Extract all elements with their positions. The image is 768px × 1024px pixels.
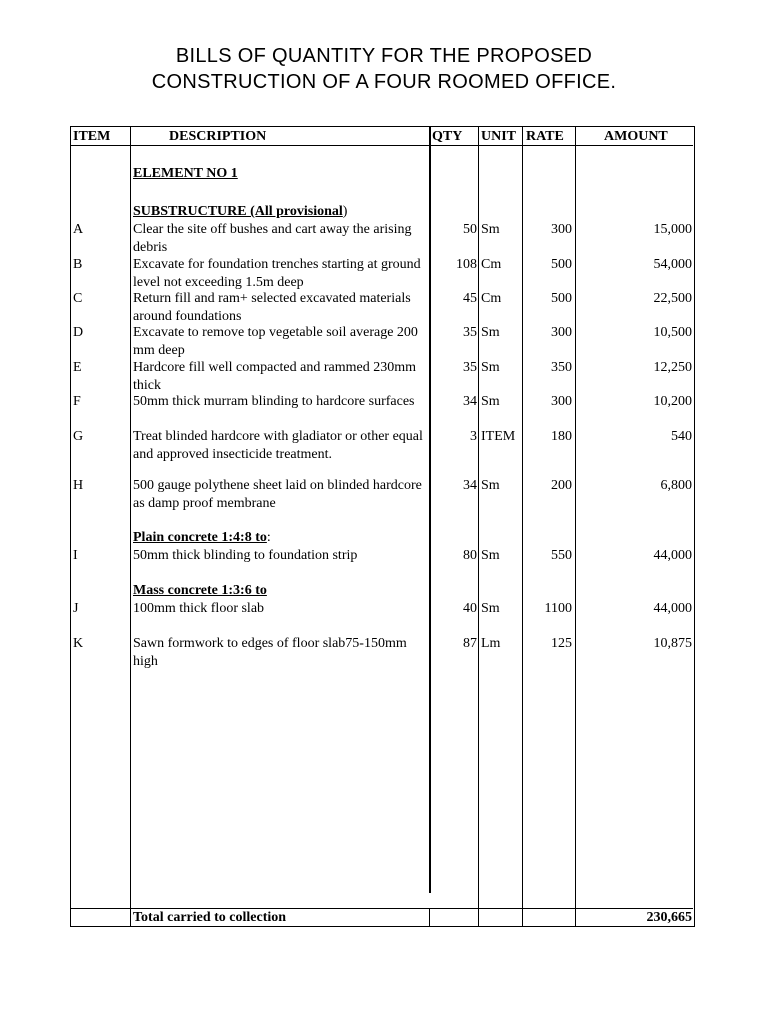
row-k-unit: Lm bbox=[481, 636, 501, 651]
row-k-qty: 87 bbox=[463, 636, 477, 651]
row-e-item: E bbox=[73, 360, 82, 375]
row-j-item: J bbox=[73, 601, 79, 616]
row-f-amount: 10,200 bbox=[653, 394, 692, 409]
row-j-rate: 1100 bbox=[544, 601, 572, 616]
row-k-amount: 10,875 bbox=[653, 636, 692, 651]
row-e-qty: 35 bbox=[463, 360, 477, 375]
row-d-unit: Sm bbox=[481, 325, 500, 340]
row-b-description: Excavate for foundation trenches starting at ground level not exceeding 1.5m deep bbox=[133, 257, 421, 290]
row-b-qty: 108 bbox=[456, 257, 477, 272]
row-h-qty: 34 bbox=[463, 478, 477, 493]
header-description: DESCRIPTION bbox=[169, 129, 267, 144]
row-f-unit: Sm bbox=[481, 394, 500, 409]
row-g-description: Treat blinded hardcore with gladiator or other equal and approved insecticide treatment. bbox=[133, 429, 423, 462]
row-f-qty: 34 bbox=[463, 394, 477, 409]
row-f-item: F bbox=[73, 394, 81, 409]
substructure-heading-paren: ) bbox=[342, 204, 348, 219]
row-f-description: 50mm thick murram blinding to hardcore surfaces bbox=[133, 394, 415, 409]
element-heading: ELEMENT NO 1 bbox=[133, 166, 238, 181]
row-e-amount: 12,250 bbox=[653, 360, 692, 375]
row-h-item: H bbox=[73, 478, 84, 493]
row-d-qty: 35 bbox=[463, 325, 477, 340]
row-c-item: C bbox=[73, 291, 83, 306]
row-i-amount: 44,000 bbox=[653, 548, 692, 563]
header-amount: AMOUNT bbox=[604, 129, 668, 144]
plain-concrete-heading bbox=[133, 529, 271, 547]
header-qty: QTY bbox=[432, 129, 463, 144]
row-c-amount: 22,500 bbox=[653, 291, 692, 306]
row-k-rate: 125 bbox=[551, 636, 572, 651]
row-b-rate: 500 bbox=[551, 257, 572, 272]
row-e-rate: 350 bbox=[551, 360, 572, 375]
row-f-rate: 300 bbox=[551, 394, 572, 409]
row-i-qty: 80 bbox=[463, 548, 477, 563]
row-g-rate: 180 bbox=[551, 429, 572, 444]
row-d-item: D bbox=[73, 325, 84, 340]
row-a-qty: 50 bbox=[463, 222, 477, 237]
divider bbox=[71, 145, 693, 146]
row-j-qty: 40 bbox=[463, 601, 477, 616]
row-h-rate: 200 bbox=[551, 478, 572, 493]
row-a-item: A bbox=[73, 222, 84, 237]
row-g-item: G bbox=[73, 429, 84, 444]
divider bbox=[575, 127, 576, 926]
row-i-unit: Sm bbox=[481, 548, 500, 563]
row-d-rate: 300 bbox=[551, 325, 572, 340]
row-i-item: I bbox=[73, 548, 78, 563]
row-g-unit: ITEM bbox=[481, 429, 516, 444]
bill-of-quantities-table bbox=[70, 126, 695, 927]
row-a-amount: 15,000 bbox=[653, 222, 692, 237]
header-item: ITEM bbox=[73, 129, 111, 144]
divider bbox=[522, 127, 523, 926]
substructure-heading bbox=[133, 203, 347, 221]
total-label: Total carried to collection bbox=[133, 910, 287, 925]
row-k-item: K bbox=[73, 636, 84, 651]
total-amount: 230,665 bbox=[646, 910, 692, 925]
row-g-amount: 540 bbox=[671, 429, 692, 444]
row-d-amount: 10,500 bbox=[653, 325, 692, 340]
header-rate: RATE bbox=[526, 129, 564, 144]
row-b-amount: 54,000 bbox=[653, 257, 692, 272]
row-c-description: Return fill and ram+ selected excavated materials around foundations bbox=[133, 291, 411, 324]
divider bbox=[429, 909, 430, 926]
row-b-item: B bbox=[73, 257, 83, 272]
row-h-unit: Sm bbox=[481, 478, 500, 493]
row-g-qty: 3 bbox=[470, 429, 477, 444]
divider bbox=[478, 127, 479, 926]
divider bbox=[429, 127, 431, 893]
row-d-description: Excavate to remove top vegetable soil average 200 mm deep bbox=[133, 325, 418, 358]
row-a-description: Clear the site off bushes and cart away the arising debris bbox=[133, 222, 412, 255]
document-title-line-2: CONSTRUCTION OF A FOUR ROOMED OFFICE. bbox=[151, 71, 617, 93]
row-e-unit: Sm bbox=[481, 360, 500, 375]
row-a-unit: Sm bbox=[481, 222, 500, 237]
row-k-description: Sawn formwork to edges of floor slab75-150mm high bbox=[133, 636, 407, 669]
row-c-unit: Cm bbox=[481, 291, 502, 306]
divider bbox=[130, 127, 131, 926]
row-i-rate: 550 bbox=[551, 548, 572, 563]
document-title-line-1: BILLS OF QUANTITY FOR THE PROPOSED bbox=[175, 45, 593, 67]
plain-concrete-heading-colon: : bbox=[266, 530, 271, 545]
row-i-description: 50mm thick blinding to foundation strip bbox=[133, 548, 358, 563]
substructure-heading-text: SUBSTRUCTURE (All provisional bbox=[133, 204, 343, 219]
row-a-rate: 300 bbox=[551, 222, 572, 237]
row-j-amount: 44,000 bbox=[653, 601, 692, 616]
header-unit: UNIT bbox=[481, 129, 517, 144]
row-e-description: Hardcore fill well compacted and rammed 230mm thick bbox=[133, 360, 417, 393]
row-b-unit: Cm bbox=[481, 257, 502, 272]
row-c-rate: 500 bbox=[551, 291, 572, 306]
row-c-qty: 45 bbox=[463, 291, 477, 306]
plain-concrete-heading-text: Plain concrete 1:4:8 to bbox=[133, 530, 267, 545]
row-h-description: 500 gauge polythene sheet laid on blinded hardcore as damp proof membrane bbox=[133, 478, 422, 511]
row-j-unit: Sm bbox=[481, 601, 500, 616]
row-h-amount: 6,800 bbox=[660, 478, 692, 493]
mass-concrete-heading: Mass concrete 1:3:6 to bbox=[133, 583, 267, 598]
row-j-description: 100mm thick floor slab bbox=[133, 601, 265, 616]
